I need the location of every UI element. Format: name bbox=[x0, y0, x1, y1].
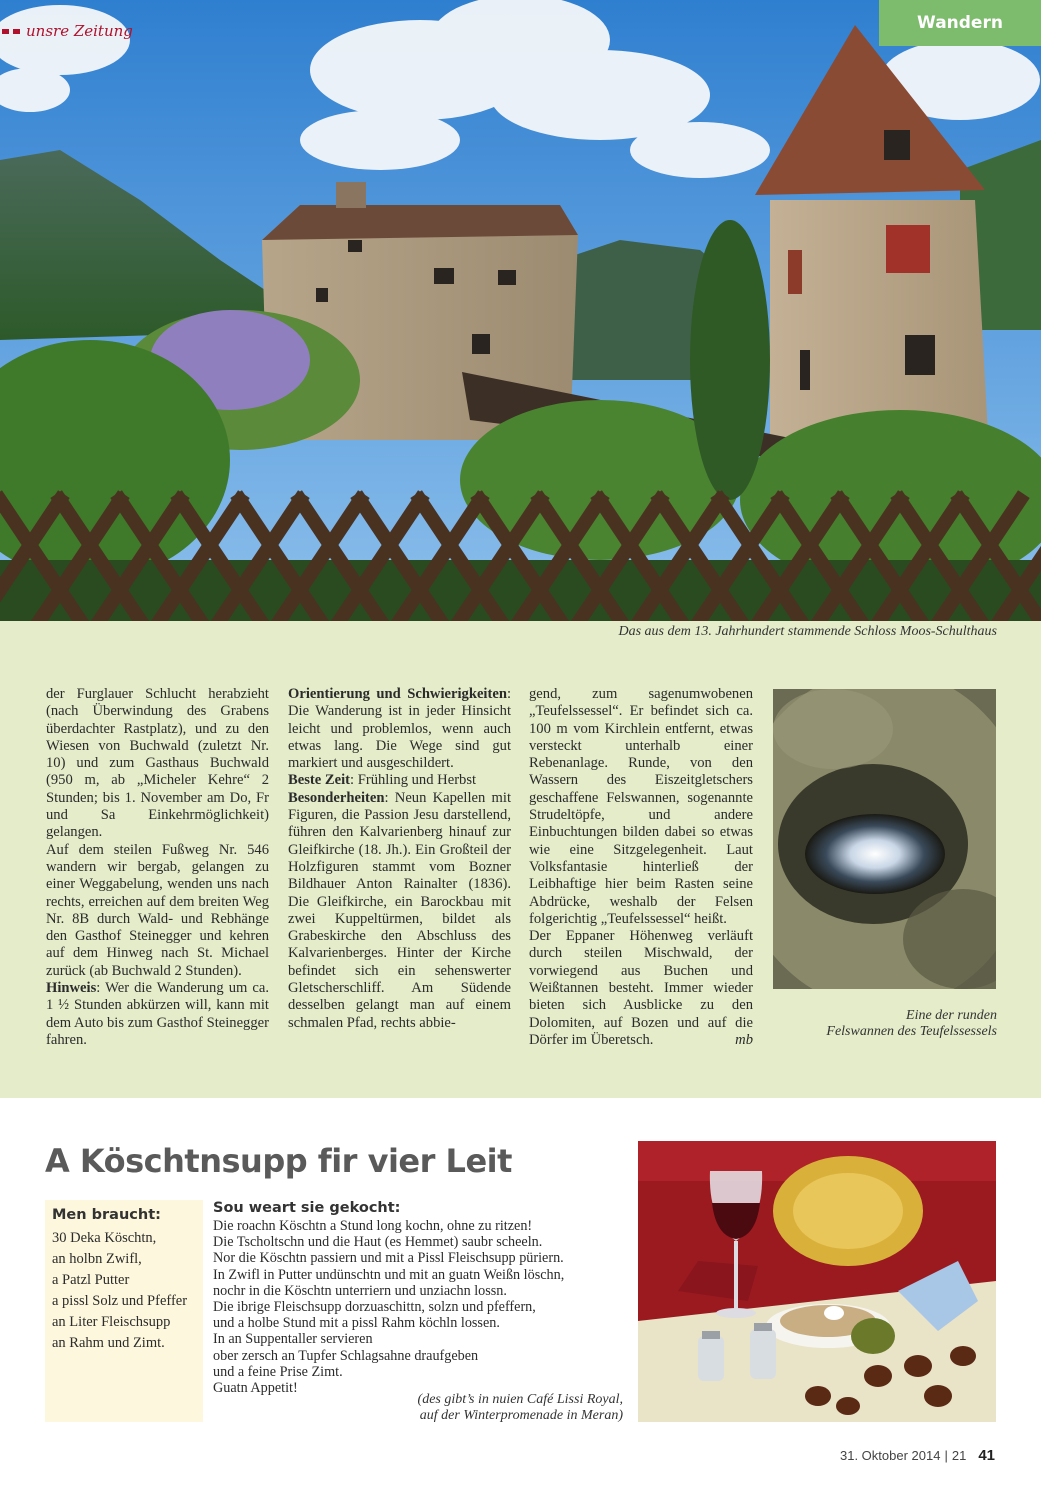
rock-basin-photo bbox=[773, 689, 996, 989]
recipe-title: A Köschtnsupp fir vier Leit bbox=[45, 1142, 512, 1180]
issue-date: 31. Oktober 2014 bbox=[839, 1448, 941, 1463]
page-footer bbox=[840, 1447, 995, 1464]
method-heading: Sou weart sie gekocht: bbox=[213, 1200, 401, 1216]
orientation-label: Orientierung und Schwierigkeiten bbox=[288, 686, 507, 702]
ingredient-item: 30 Deka Köschtn, bbox=[52, 1230, 157, 1246]
article-paragraph: gend, zum sagenumwobenen „Teufelssessel“. Er befindet sich ca. 100 m vom Kirchlein entfernt, etwas versteckt unterhalb einer Rebenanlage. Runde, von den Wassern des Eiszeitgletschers geschaffene Felswannen, sogenannte Strudeltöpfe, und andere Einbuchtungen bilden dabei so etwas wie eine Sitzgelegenheit. Laut Volksfantasie hinterließ der Leibhaftige hier beim Rasten seine Abdrücke, weshalb der Felsen folgerichtig „Teufelssessel“ heißt. bbox=[529, 686, 753, 927]
footer-separator: | bbox=[944, 1448, 948, 1463]
rock-basin-image bbox=[773, 689, 996, 989]
source-line: auf der Winterpromenade in Meran) bbox=[419, 1408, 623, 1423]
orientation-text: : Die Wanderung ist in jeder Hinsicht leicht und problemlos, wenn auch etwas lang. Die Wege sind gut markiert und ausgeschildert. bbox=[288, 686, 511, 772]
article-column-3 bbox=[529, 686, 753, 1049]
ingredient-item: a pissl Solz und Pfeffer bbox=[52, 1293, 188, 1309]
caption-line: Eine der runden bbox=[906, 1008, 997, 1023]
method-step: und a feine Prise Zimt. bbox=[213, 1363, 343, 1380]
method-step: Die Tscholtschn und die Haut (es Hemmet) saubr scheeln. bbox=[213, 1234, 543, 1251]
method-step: und a holbe Stund mit a pissl Rahm köchln lossen. bbox=[213, 1315, 500, 1332]
hint-label: Hinweis bbox=[46, 980, 97, 997]
ingredients-box bbox=[45, 1200, 203, 1422]
brand-wordmark: unsre Zeitung bbox=[26, 22, 133, 40]
special-label: Besonderheiten bbox=[288, 789, 385, 806]
soup-table-image bbox=[638, 1141, 996, 1422]
method-step: In an Suppentaller servieren bbox=[213, 1331, 373, 1348]
brand-dots-icon bbox=[2, 29, 20, 34]
castle-illustration bbox=[0, 0, 1041, 621]
article-paragraph bbox=[529, 928, 753, 1049]
orientation-paragraph bbox=[288, 686, 511, 772]
source-line: (des gibt’s in nuien Café Lissi Royal, bbox=[417, 1392, 623, 1407]
method-step: nochr in die Köschtn unterriern und unziachn lossn. bbox=[213, 1282, 507, 1299]
best-time-paragraph bbox=[288, 772, 511, 789]
special-text: : Neun Kapellen mit Figuren, die Passion Jesu darstellend, führen den Kalvarienberg hinauf zur Gleifkirche (18. Jh.). Ein Großteil der Holzfiguren stammt vom Bozner Bildhauer Anton Rainalter (1836). Die Gleifkirche, ein Barockbau mit zwei Kuppeltürmen, bildet als Grabeskirche den Abschluss des Kalvarienberges. Hinter der Kirche befindet sich ein sehenswerter Gletscherschliff. Am Südende desselben gelangt man auf einem schmalen Pfad, rechts abbie- bbox=[288, 789, 511, 1031]
section-tab: Wandern bbox=[879, 0, 1041, 46]
recipe-source bbox=[418, 1392, 623, 1424]
method-step: Nor die Köschtn passiern und mit a Pissl Fleischsupp püriern. bbox=[213, 1250, 564, 1267]
rock-photo-caption bbox=[826, 1008, 997, 1040]
article-paragraph: der Furglauer Schlucht herabzieht (nach Überwindung des Grabens überdachter Rastplatz), und zu den Wiesen von Buchwald (zuletzt Nr. 10) und zum Gasthaus Buchwald (950 m, ab „Micheler Kehre“ 2 Stunden; bis 1. November am Do, Fr und Sa Einkehrmöglichkeit) gelangen. bbox=[46, 686, 269, 841]
hero-photo bbox=[0, 0, 1041, 621]
method-step: ober zersch an Tupfer Schlagsahne draufgeben bbox=[213, 1347, 479, 1364]
hint-paragraph bbox=[46, 980, 269, 1049]
ingredients-list bbox=[52, 1228, 187, 1354]
hero-caption: Das aus dem 13. Jahrhundert stammende Schloss Moos-Schulthaus bbox=[618, 624, 997, 639]
soup-photo bbox=[638, 1141, 996, 1422]
page-number: 41 bbox=[978, 1447, 995, 1464]
author-signature: mb bbox=[735, 1031, 753, 1048]
issue-number: 21 bbox=[951, 1448, 967, 1463]
hint-text: : Wer die Wanderung um ca. 1 ½ Stunden abkürzen will, kann mit dem Auto bis zum Gasthof Steinegger fahren. bbox=[46, 980, 269, 1048]
ingredient-item: an Rahm und Zimt. bbox=[52, 1335, 165, 1351]
method-step: Die roachn Köschtn a Stund long kochn, ohne zu ritzen! bbox=[213, 1218, 533, 1234]
article-column-2 bbox=[288, 686, 511, 1032]
best-time-text: : Frühling und Herbst bbox=[350, 772, 477, 789]
special-paragraph bbox=[288, 790, 511, 1032]
best-time-label: Beste Zeit bbox=[288, 772, 351, 789]
ingredient-item: an holbn Zwifl, bbox=[52, 1251, 142, 1267]
method-step: Die ibrige Fleischsupp dorzuaschittn, solzn und pfeffern, bbox=[213, 1299, 536, 1316]
ingredients-heading: Men braucht: bbox=[52, 1207, 161, 1223]
method-step: Guatn Appetit! bbox=[213, 1380, 298, 1397]
article-column-1 bbox=[46, 686, 269, 1049]
brand-logo bbox=[2, 22, 133, 40]
ingredient-item: an Liter Fleischsupp bbox=[52, 1314, 171, 1330]
method-step: In Zwifl in Putter undünschtn und mit an guatn Weißn löschn, bbox=[213, 1266, 565, 1283]
method-steps bbox=[213, 1218, 564, 1396]
article-paragraph: Auf dem steilen Fußweg Nr. 546 wandern wir bergab, gelangen zu einer Weggabelung, wenden uns nach rechts, erreichen auf dem breiten Weg Nr. 8B durch Wald- und Rebhänge den Gasthof Steinegger und kehren auf dem Hinweg nach St. Michael zurück (ab Buchwald 2 Stunden). bbox=[46, 841, 269, 979]
ingredient-item: a Patzl Putter bbox=[52, 1272, 130, 1288]
caption-line: Felswannen des Teufelssessels bbox=[826, 1024, 997, 1039]
article-paragraph-text: Der Eppaner Höhenweg verläuft durch steilen Mischwald, der vorwiegend aus Buchen und Weißtannen besteht. Immer wieder bieten sich Ausblicke zu den Dolomiten, auf Bozen und auf die Dörfer im Überetsch. bbox=[529, 928, 753, 1048]
